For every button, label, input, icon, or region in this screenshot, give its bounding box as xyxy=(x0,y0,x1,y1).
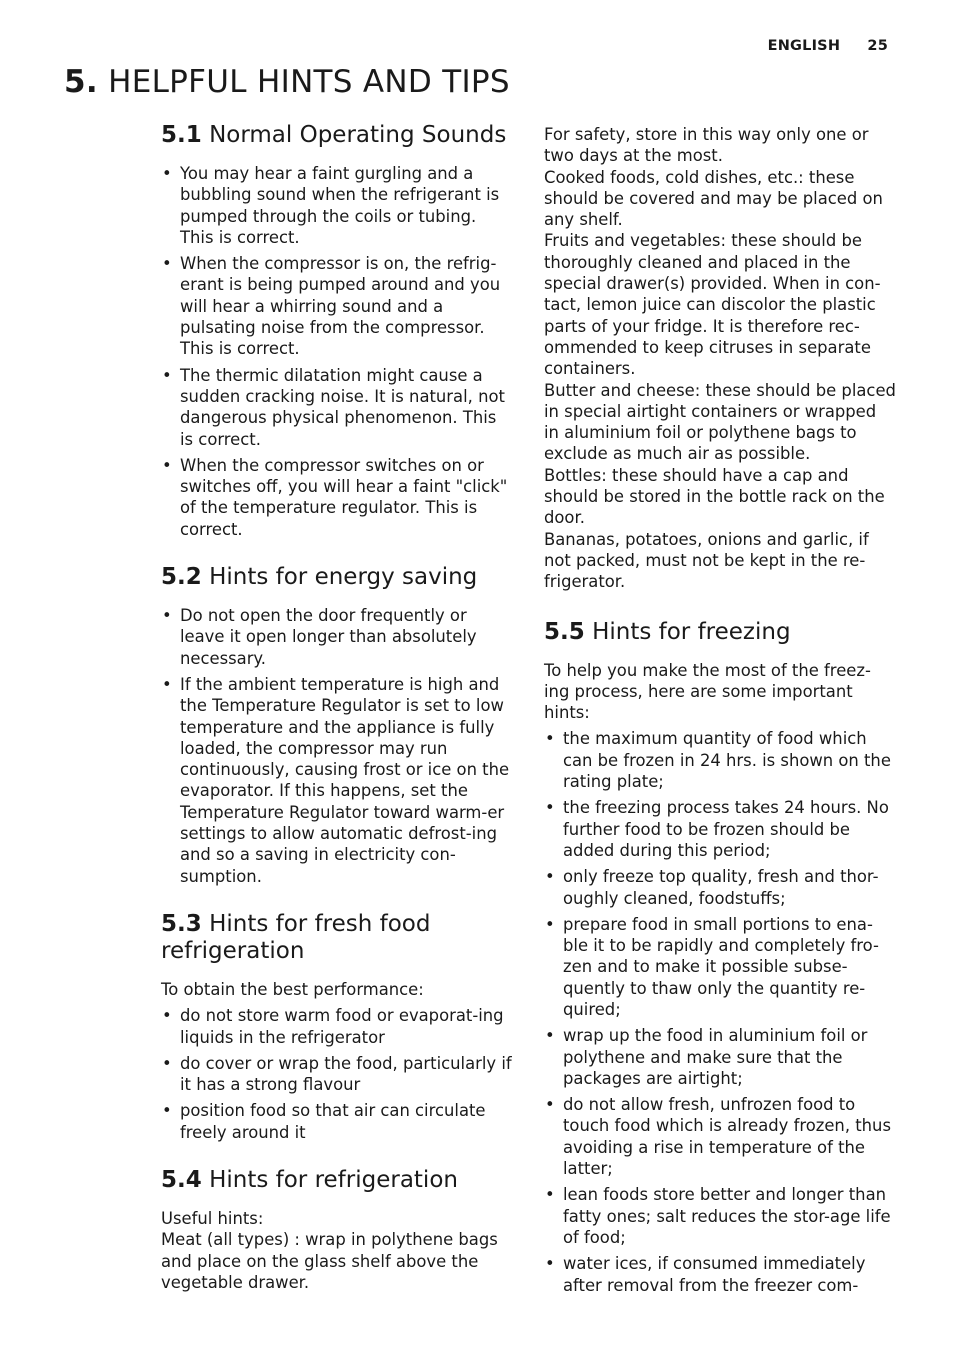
list-item: • The thermic dilatation might cause a sudden cracking noise. It is natural, not dangerous physical phenomenon. This is correct. xyxy=(161,365,513,450)
list-item: • do cover or wrap the food, particularly if it has a strong flavour xyxy=(161,1053,513,1096)
paragraph: Useful hints: xyxy=(161,1208,264,1228)
list-item: • You may hear a faint gurgling and a bubbling sound when the refrigerant is pumped through the coils or tubing. This is correct. xyxy=(161,163,513,248)
page-header xyxy=(768,38,888,54)
section-title: Hints for energy saving xyxy=(209,564,478,591)
section-5-2-list xyxy=(161,605,513,887)
section-heading-5-5 xyxy=(544,619,896,646)
chapter-title xyxy=(64,64,510,100)
list-item: • position food so that air can circulate freely around it xyxy=(161,1100,513,1143)
paragraph: For safety, store in this way only one or two days at the most. xyxy=(544,125,869,166)
list-item: • If the ambient temperature is high and the Temperature Regulator is set to low temperature and the appliance is fully loaded, the compressor may run continuously, causing frost or ice on the evaporator. If this happens, set the Temperature Regulator toward warm-er settings to allow automatic defrost-ing and so a saving in electricity con-sumption. xyxy=(161,674,513,887)
language-label: ENGLISH xyxy=(767,38,841,54)
paragraph: Bananas, potatoes, onions and garlic, if not packed, must not be kept in the re-frigerator. xyxy=(544,529,869,592)
section-number: 5.4 xyxy=(161,1166,202,1193)
section-number: 5.5 xyxy=(544,618,585,645)
list-item: • do not store warm food or evaporat-ing liquids in the refrigerator xyxy=(161,1005,513,1048)
page-number: 25 xyxy=(867,38,888,54)
paragraph: Butter and cheese: these should be placed in special airtight containers or wrapped in aluminium foil or polythene bags to exclude as much air as possible. xyxy=(544,380,896,464)
section-title: Hints for fresh food refrigeration xyxy=(161,910,431,964)
section-5-3-list xyxy=(161,1005,513,1143)
left-column xyxy=(161,122,513,1293)
paragraph: Bottles: these should have a cap and should be stored in the bottle rack on the door. xyxy=(544,465,885,528)
section-5-5-list xyxy=(544,728,896,1295)
list-item: • When the compressor is on, the refrig-erant is being pumped around and you will hear a whirring sound and a pulsating noise from the compressor. This is correct. xyxy=(161,253,513,359)
list-item: • only freeze top quality, fresh and thor-oughly cleaned, foodstuffs; xyxy=(544,866,896,909)
list-item: • lean foods store better and longer than fatty ones; salt reduces the stor-age life of food; xyxy=(544,1184,896,1248)
list-item: • Do not open the door frequently or leave it open longer than absolutely necessary. xyxy=(161,605,513,669)
section-title: Hints for refrigeration xyxy=(209,1166,458,1193)
right-column xyxy=(544,124,896,1320)
section-heading-5-1 xyxy=(161,122,513,149)
section-number: 5.1 xyxy=(161,122,202,148)
list-item: • the freezing process takes 24 hours. No further food to be frozen should be added during this period; xyxy=(544,797,896,861)
list-item: • do not allow fresh, unfrozen food to touch food which is already frozen, thus avoiding a rise in temperature of the latter; xyxy=(544,1094,896,1179)
section-heading-5-3 xyxy=(161,911,513,965)
section-number: 5.2 xyxy=(161,564,202,591)
section-title: Hints for freezing xyxy=(592,618,791,645)
section-heading-5-4 xyxy=(161,1167,513,1194)
chapter-title-text: HELPFUL HINTS AND TIPS xyxy=(108,64,510,100)
list-item: • When the compressor switches on or switches off, you will hear a faint "click" of the temperature regulator. This is correct. xyxy=(161,455,513,540)
list-item: • water ices, if consumed immediately after removal from the freezer com- xyxy=(544,1253,896,1296)
section-heading-5-2 xyxy=(161,564,513,591)
section-title: Normal Operating Sounds xyxy=(209,122,507,148)
section-5-1-list xyxy=(161,163,513,540)
section-number: 5.3 xyxy=(161,910,202,937)
list-item: • wrap up the food in aluminium foil or polythene and make sure that the packages are airtight; xyxy=(544,1025,896,1089)
paragraph: Cooked foods, cold dishes, etc.: these should be covered and may be placed on any shelf. xyxy=(544,167,883,230)
section-intro: To help you make the most of the freez-ing process, here are some important hints: xyxy=(544,660,871,723)
section-intro: To obtain the best performance: xyxy=(161,979,424,999)
list-item: • prepare food in small portions to ena-ble it to be rapidly and completely fro-zen and to make it possible subse-quently to thaw only the quantity re-quired; xyxy=(544,914,896,1020)
list-item: • the maximum quantity of food which can be frozen in 24 hrs. is shown on the rating plate; xyxy=(544,728,896,792)
paragraph: Meat (all types) : wrap in polythene bags and place on the glass shelf above the vegetable drawer. xyxy=(161,1230,498,1292)
paragraph: Fruits and vegetables: these should be thoroughly cleaned and placed in the special drawer(s) provided. When in con-tact, lemon juice can discolor the plastic parts of your fridge. It is therefore rec-ommended to keep citruses in separate containers. xyxy=(544,231,881,379)
chapter-number: 5. xyxy=(64,64,98,100)
